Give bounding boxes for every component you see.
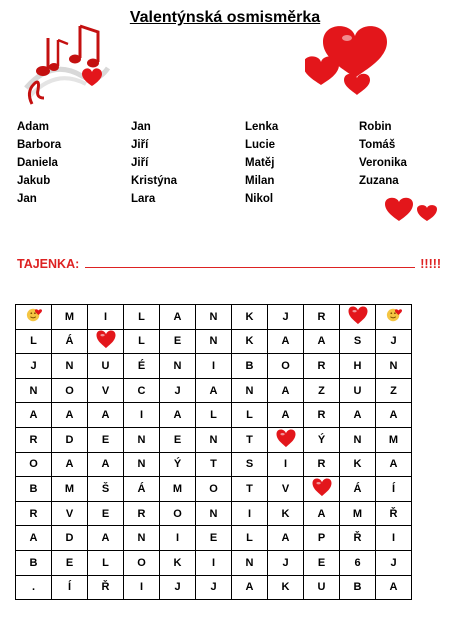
word-item: Lenka bbox=[245, 121, 279, 133]
word-item: Matěj bbox=[245, 157, 275, 169]
grid-cell: I bbox=[196, 550, 232, 575]
grid-cell: M bbox=[340, 501, 376, 526]
grid-cell: O bbox=[196, 477, 232, 502]
grid-cell: P bbox=[304, 526, 340, 551]
grid-cell: Ř bbox=[340, 526, 376, 551]
grid-cell: B bbox=[232, 354, 268, 379]
grid-row bbox=[16, 305, 412, 330]
grid-cell: L bbox=[16, 329, 52, 354]
grid-cell: T bbox=[232, 477, 268, 502]
grid-cell: N bbox=[196, 427, 232, 452]
grid-cell: Á bbox=[124, 477, 160, 502]
grid-cell: A bbox=[88, 403, 124, 428]
grid-cell: L bbox=[196, 403, 232, 428]
grid-cell: B bbox=[340, 575, 376, 600]
grid-row bbox=[16, 452, 412, 477]
grid-cell: J bbox=[268, 305, 304, 330]
grid-cell: S bbox=[340, 329, 376, 354]
grid-cell: E bbox=[160, 329, 196, 354]
grid-cell: R bbox=[16, 501, 52, 526]
grid-cell: O bbox=[16, 452, 52, 477]
word-list-column bbox=[17, 118, 131, 205]
heart-icon bbox=[88, 329, 124, 354]
grid-cell: A bbox=[52, 403, 88, 428]
grid-cell: R bbox=[16, 427, 52, 452]
grid-cell: Í bbox=[52, 575, 88, 600]
grid-cell: A bbox=[340, 403, 376, 428]
grid-cell: O bbox=[124, 550, 160, 575]
grid-cell: N bbox=[124, 427, 160, 452]
grid-cell: J bbox=[268, 550, 304, 575]
grid-cell: N bbox=[232, 550, 268, 575]
grid-cell: H bbox=[340, 354, 376, 379]
grid-cell: U bbox=[304, 575, 340, 600]
word-item: Jiří bbox=[131, 139, 149, 151]
grid-cell: I bbox=[268, 452, 304, 477]
grid-cell: R bbox=[304, 354, 340, 379]
grid-cell: T bbox=[232, 427, 268, 452]
grid-cell: I bbox=[232, 501, 268, 526]
grid-row bbox=[16, 329, 412, 354]
word-item: Barbora bbox=[17, 139, 62, 151]
word-item: Jakub bbox=[17, 175, 51, 187]
grid-cell: N bbox=[196, 329, 232, 354]
grid-cell: J bbox=[376, 329, 412, 354]
word-list-column bbox=[359, 118, 449, 187]
grid-cell: N bbox=[376, 354, 412, 379]
word-list-column bbox=[245, 118, 359, 205]
grid-cell: V bbox=[52, 501, 88, 526]
grid-cell: Z bbox=[376, 378, 412, 403]
grid-cell: Ř bbox=[88, 575, 124, 600]
grid-cell: A bbox=[268, 526, 304, 551]
grid-cell: L bbox=[232, 403, 268, 428]
music-hearts-icon bbox=[22, 18, 112, 110]
grid-cell: Á bbox=[340, 477, 376, 502]
grid-cell: K bbox=[232, 305, 268, 330]
grid-cell: I bbox=[376, 526, 412, 551]
grid-cell: O bbox=[160, 501, 196, 526]
grid-cell: 6 bbox=[340, 550, 376, 575]
grid-cell: B bbox=[16, 477, 52, 502]
grid-cell: O bbox=[52, 378, 88, 403]
smile-icon bbox=[376, 305, 412, 330]
grid-row bbox=[16, 354, 412, 379]
word-list bbox=[17, 118, 449, 205]
grid-cell: D bbox=[52, 427, 88, 452]
grid-cell: M bbox=[160, 477, 196, 502]
smile-icon bbox=[16, 305, 52, 330]
word-search-grid bbox=[15, 304, 412, 600]
grid-cell: Š bbox=[88, 477, 124, 502]
heart-icon bbox=[340, 305, 376, 330]
word-item: Jiří bbox=[131, 157, 149, 169]
hearts-icon bbox=[305, 22, 405, 100]
word-item: Lucie bbox=[245, 139, 276, 151]
grid-cell: A bbox=[16, 526, 52, 551]
grid-cell: Ý bbox=[160, 452, 196, 477]
grid-cell: S bbox=[232, 452, 268, 477]
word-item: Robin bbox=[359, 121, 392, 133]
word-item: Veronika bbox=[359, 157, 407, 169]
grid-cell: N bbox=[16, 378, 52, 403]
word-item: Daniela bbox=[17, 157, 58, 169]
word-item: Tomáš bbox=[359, 139, 396, 151]
grid-cell: D bbox=[52, 526, 88, 551]
grid-row bbox=[16, 403, 412, 428]
grid-cell: J bbox=[376, 550, 412, 575]
grid-cell: N bbox=[232, 378, 268, 403]
grid-cell: L bbox=[232, 526, 268, 551]
grid-cell: I bbox=[196, 354, 232, 379]
grid-cell: A bbox=[160, 305, 196, 330]
grid-cell: L bbox=[124, 305, 160, 330]
tajenka-label: TAJENKA: bbox=[17, 257, 80, 271]
grid-cell: K bbox=[232, 329, 268, 354]
tajenka-suffix: !!!!! bbox=[420, 257, 442, 271]
grid-cell: Z bbox=[304, 378, 340, 403]
small-hearts-icon bbox=[385, 196, 439, 228]
grid-cell: A bbox=[304, 501, 340, 526]
grid-cell: . bbox=[16, 575, 52, 600]
grid-cell: M bbox=[52, 305, 88, 330]
grid-cell: A bbox=[268, 403, 304, 428]
grid-cell: M bbox=[52, 477, 88, 502]
grid-row bbox=[16, 378, 412, 403]
grid-row bbox=[16, 550, 412, 575]
heart-icon bbox=[304, 477, 340, 502]
grid-cell: N bbox=[160, 354, 196, 379]
grid-cell: K bbox=[340, 452, 376, 477]
grid-cell: I bbox=[88, 305, 124, 330]
grid-cell: K bbox=[160, 550, 196, 575]
grid-cell: E bbox=[88, 427, 124, 452]
grid-cell: A bbox=[88, 526, 124, 551]
grid-cell: É bbox=[124, 354, 160, 379]
grid-cell: J bbox=[196, 575, 232, 600]
grid-cell: B bbox=[16, 550, 52, 575]
tajenka-answer-blank bbox=[85, 257, 415, 268]
grid-cell: A bbox=[88, 452, 124, 477]
tajenka-line bbox=[17, 257, 441, 271]
grid-cell: A bbox=[196, 378, 232, 403]
word-item: Adam bbox=[17, 121, 49, 133]
word-item: Lara bbox=[131, 193, 156, 205]
grid-cell: I bbox=[160, 526, 196, 551]
grid-cell: A bbox=[376, 452, 412, 477]
grid-cell: L bbox=[124, 329, 160, 354]
grid-cell: K bbox=[268, 501, 304, 526]
grid-cell: R bbox=[304, 305, 340, 330]
word-item: Zuzana bbox=[359, 175, 399, 187]
grid-cell: O bbox=[268, 354, 304, 379]
grid-cell: Í bbox=[376, 477, 412, 502]
grid-cell: Ř bbox=[376, 501, 412, 526]
grid-row bbox=[16, 501, 412, 526]
grid-row bbox=[16, 526, 412, 551]
grid-cell: R bbox=[304, 452, 340, 477]
grid-cell: R bbox=[304, 403, 340, 428]
heart-icon bbox=[268, 427, 304, 452]
grid-cell: N bbox=[340, 427, 376, 452]
grid-cell: A bbox=[52, 452, 88, 477]
grid-cell: A bbox=[232, 575, 268, 600]
grid-cell: I bbox=[124, 403, 160, 428]
grid-cell: R bbox=[124, 501, 160, 526]
grid-cell: E bbox=[160, 427, 196, 452]
grid-cell: N bbox=[124, 526, 160, 551]
word-item: Jan bbox=[17, 193, 37, 205]
grid-cell: C bbox=[124, 378, 160, 403]
grid-cell: A bbox=[268, 378, 304, 403]
grid-cell: V bbox=[268, 477, 304, 502]
grid-row bbox=[16, 575, 412, 600]
grid-cell: U bbox=[88, 354, 124, 379]
word-item: Jan bbox=[131, 121, 151, 133]
grid-cell: L bbox=[88, 550, 124, 575]
grid-cell: A bbox=[376, 575, 412, 600]
word-item: Milan bbox=[245, 175, 275, 187]
word-item: Nikol bbox=[245, 193, 274, 205]
grid-cell: J bbox=[160, 378, 196, 403]
grid-cell: A bbox=[268, 329, 304, 354]
grid-cell: V bbox=[88, 378, 124, 403]
grid-cell: A bbox=[376, 403, 412, 428]
word-list-column bbox=[131, 118, 245, 205]
grid-cell: J bbox=[16, 354, 52, 379]
grid-cell: E bbox=[88, 501, 124, 526]
grid-cell: Á bbox=[52, 329, 88, 354]
grid-cell: N bbox=[124, 452, 160, 477]
grid-cell: I bbox=[124, 575, 160, 600]
word-item: Kristýna bbox=[131, 175, 178, 187]
grid-cell: K bbox=[268, 575, 304, 600]
grid-cell: N bbox=[196, 305, 232, 330]
grid-cell: T bbox=[196, 452, 232, 477]
grid-cell: E bbox=[52, 550, 88, 575]
grid-cell: E bbox=[196, 526, 232, 551]
grid-row bbox=[16, 477, 412, 502]
grid-cell: Ý bbox=[304, 427, 340, 452]
grid-row bbox=[16, 427, 412, 452]
grid-cell: N bbox=[52, 354, 88, 379]
grid-cell: N bbox=[196, 501, 232, 526]
grid-cell: E bbox=[304, 550, 340, 575]
grid-cell: A bbox=[16, 403, 52, 428]
grid-cell: A bbox=[160, 403, 196, 428]
page-title: Valentýnská osmisměrka bbox=[129, 9, 321, 26]
grid-cell: J bbox=[160, 575, 196, 600]
grid-cell: U bbox=[340, 378, 376, 403]
grid-cell: M bbox=[376, 427, 412, 452]
grid-cell: A bbox=[304, 329, 340, 354]
